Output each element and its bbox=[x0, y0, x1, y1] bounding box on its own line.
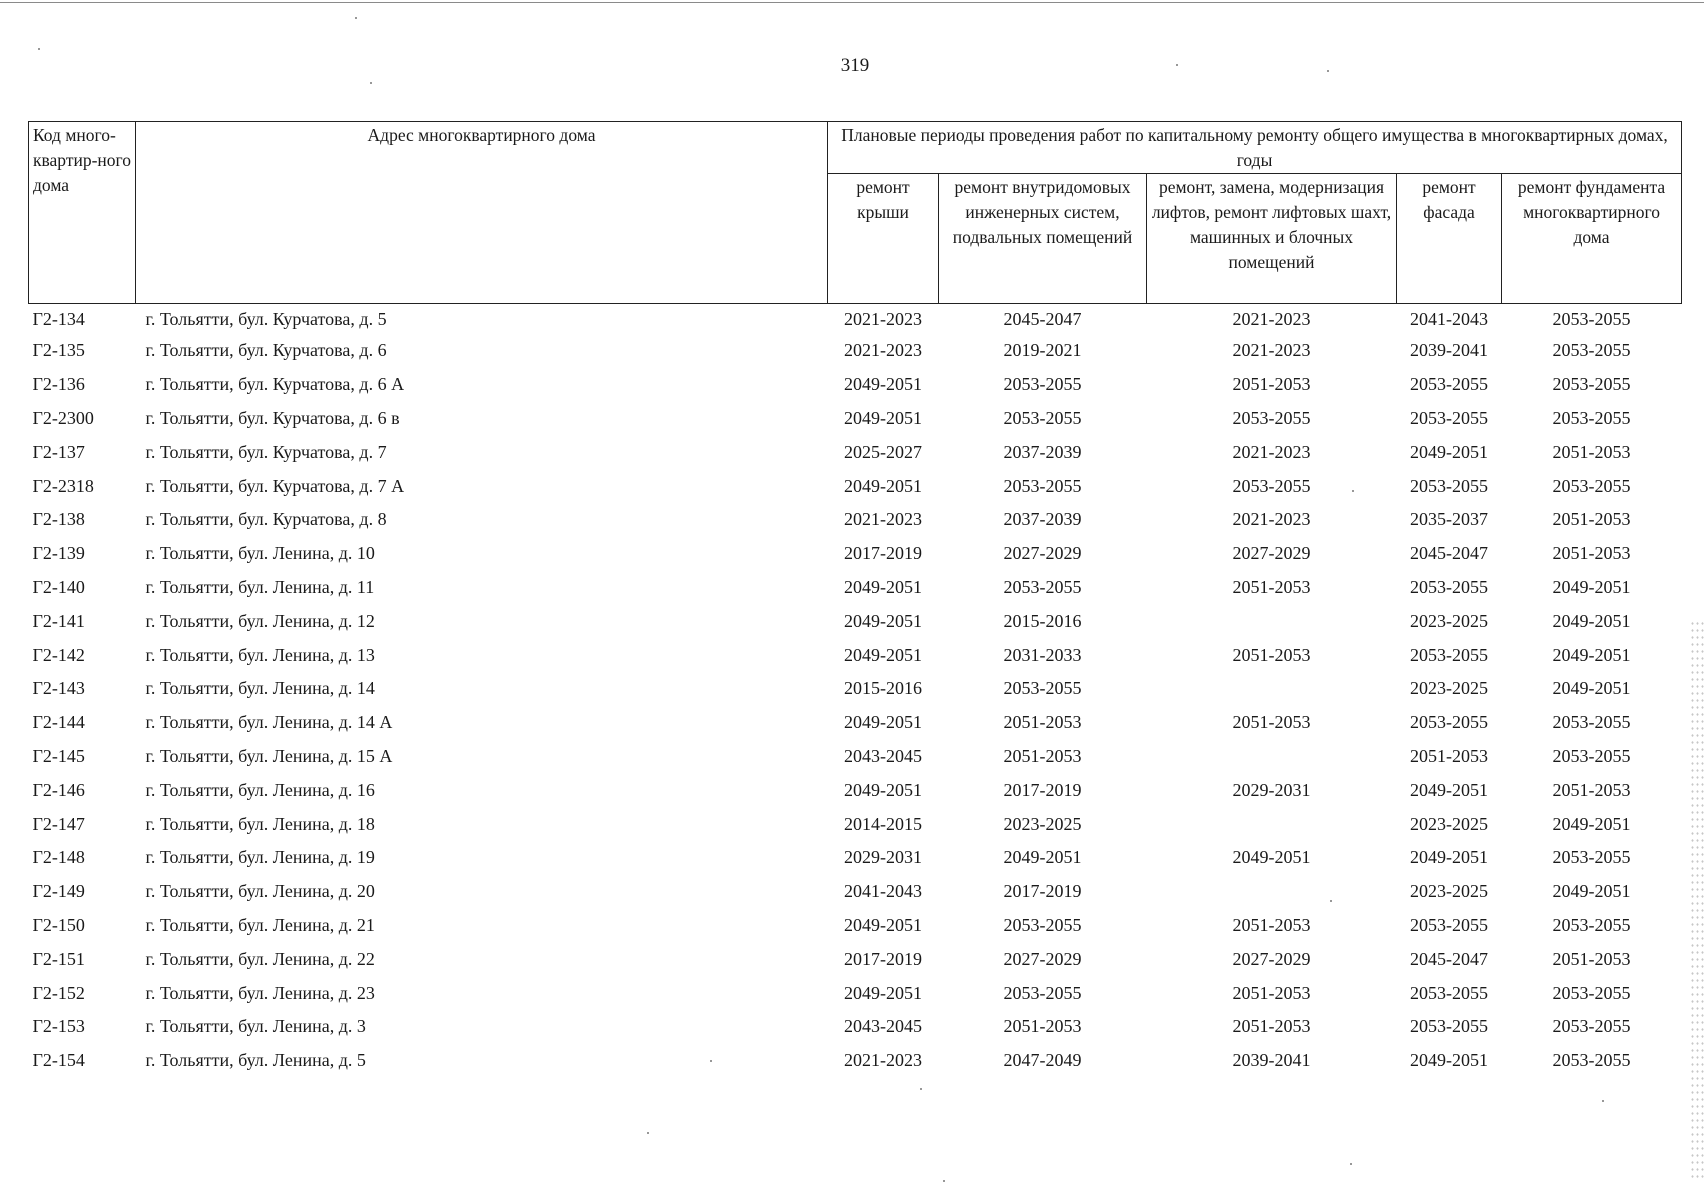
cell-address: г. Тольятти, бул. Ленина, д. 12 bbox=[145, 610, 375, 631]
cell-facade: 2053-2055 bbox=[1410, 407, 1488, 428]
cell-code: Г2-135 bbox=[32, 340, 85, 361]
cell-code: Г2-149 bbox=[32, 881, 85, 902]
cell-facade: 2053-2055 bbox=[1410, 914, 1488, 935]
scan-speck bbox=[1352, 490, 1354, 492]
cell-facade: 2049-2051 bbox=[1410, 847, 1488, 868]
cell-code: Г2-2300 bbox=[32, 407, 94, 428]
cell-foundation: 2051-2053 bbox=[1552, 948, 1631, 969]
table-body bbox=[29, 304, 1682, 1078]
cell-roof: 2049-2051 bbox=[844, 712, 922, 733]
cell-engineering: 2049-2051 bbox=[1003, 847, 1082, 868]
cell-elevators: 2053-2055 bbox=[1232, 407, 1311, 428]
cell-engineering: 2053-2055 bbox=[1003, 374, 1082, 395]
scan-speck bbox=[370, 82, 372, 84]
cell-engineering: 2051-2053 bbox=[1003, 712, 1082, 733]
table-header bbox=[29, 122, 1682, 304]
header-engineering: ремонт внутридомовых инженерных систем, подвальных помещений bbox=[939, 174, 1147, 304]
table-row bbox=[29, 304, 1682, 335]
cell-facade: 2053-2055 bbox=[1410, 374, 1488, 395]
table-row bbox=[29, 841, 1682, 875]
cell-facade: 2039-2041 bbox=[1410, 340, 1488, 361]
table-row bbox=[29, 1010, 1682, 1044]
cell-code: Г2-143 bbox=[32, 678, 85, 699]
table-row bbox=[29, 402, 1682, 436]
cell-roof: 2017-2019 bbox=[844, 543, 922, 564]
cell-address: г. Тольятти, бул. Курчатова, д. 6 bbox=[145, 340, 387, 361]
table-row bbox=[29, 571, 1682, 605]
cell-elevators: 2021-2023 bbox=[1232, 340, 1311, 361]
cell-address: г. Тольятти, бул. Ленина, д. 14 А bbox=[145, 712, 393, 733]
cell-facade: 2049-2051 bbox=[1410, 779, 1488, 800]
cell-engineering: 2047-2049 bbox=[1003, 1050, 1082, 1071]
cell-facade: 2035-2037 bbox=[1410, 509, 1488, 530]
cell-foundation: 2051-2053 bbox=[1552, 509, 1631, 530]
cell-code: Г2-141 bbox=[32, 610, 85, 631]
cell-foundation: 2053-2055 bbox=[1552, 340, 1631, 361]
cell-engineering: 2037-2039 bbox=[1003, 441, 1082, 462]
cell-code: Г2-138 bbox=[32, 509, 85, 530]
cell-foundation: 2051-2053 bbox=[1552, 543, 1631, 564]
cell-code: Г2-137 bbox=[32, 441, 85, 462]
cell-address: г. Тольятти, бул. Курчатова, д. 7 А bbox=[145, 475, 405, 496]
cell-engineering: 2053-2055 bbox=[1003, 982, 1082, 1003]
cell-elevators bbox=[1147, 672, 1397, 706]
cell-address: г. Тольятти, бул. Ленина, д. 16 bbox=[145, 779, 375, 800]
table-row bbox=[29, 807, 1682, 841]
cell-elevators: 2021-2023 bbox=[1232, 308, 1311, 329]
page-number: 319 bbox=[840, 55, 870, 76]
cell-engineering: 2037-2039 bbox=[1003, 509, 1082, 530]
table-row bbox=[29, 976, 1682, 1010]
cell-address: г. Тольятти, бул. Ленина, д. 3 bbox=[145, 1016, 366, 1037]
cell-facade: 2051-2053 bbox=[1410, 745, 1488, 766]
cell-facade: 2053-2055 bbox=[1410, 576, 1488, 597]
header-facade: ремонт фасада bbox=[1397, 174, 1502, 304]
scan-speck bbox=[38, 48, 40, 50]
cell-address: г. Тольятти, бул. Ленина, д. 5 bbox=[145, 1050, 366, 1071]
cell-address: г. Тольятти, бул. Курчатова, д. 6 А bbox=[145, 374, 405, 395]
cell-roof: 2041-2043 bbox=[844, 881, 922, 902]
cell-roof: 2043-2045 bbox=[844, 745, 922, 766]
cell-facade: 2053-2055 bbox=[1410, 475, 1488, 496]
cell-facade: 2045-2047 bbox=[1410, 948, 1488, 969]
cell-foundation: 2049-2051 bbox=[1552, 644, 1631, 665]
cell-code: Г2-147 bbox=[32, 813, 85, 834]
capital-repair-table bbox=[28, 121, 1682, 1078]
table-row bbox=[29, 706, 1682, 740]
cell-foundation: 2053-2055 bbox=[1552, 407, 1631, 428]
cell-code: Г2-150 bbox=[32, 914, 85, 935]
table-row bbox=[29, 875, 1682, 909]
cell-facade: 2045-2047 bbox=[1410, 543, 1488, 564]
table-row bbox=[29, 435, 1682, 469]
cell-facade: 2023-2025 bbox=[1410, 813, 1488, 834]
table-row bbox=[29, 672, 1682, 706]
scan-speck bbox=[710, 1060, 712, 1062]
table-row bbox=[29, 909, 1682, 943]
cell-address: г. Тольятти, бул. Ленина, д. 23 bbox=[145, 982, 375, 1003]
cell-engineering: 2015-2016 bbox=[1003, 610, 1082, 631]
cell-address: г. Тольятти, бул. Ленина, д. 20 bbox=[145, 881, 375, 902]
cell-foundation: 2053-2055 bbox=[1552, 1016, 1631, 1037]
cell-code: Г2-142 bbox=[32, 644, 85, 665]
table-row bbox=[29, 537, 1682, 571]
cell-elevators: 2051-2053 bbox=[1232, 374, 1311, 395]
header-row-main bbox=[29, 122, 1682, 174]
table-row bbox=[29, 942, 1682, 976]
cell-foundation: 2053-2055 bbox=[1552, 982, 1631, 1003]
cell-address: г. Тольятти, бул. Курчатова, д. 7 bbox=[145, 441, 387, 462]
scan-speck bbox=[943, 1180, 945, 1182]
cell-foundation: 2049-2051 bbox=[1552, 813, 1631, 834]
cell-foundation: 2053-2055 bbox=[1552, 308, 1631, 329]
cell-elevators: 2021-2023 bbox=[1232, 509, 1311, 530]
cell-address: г. Тольятти, бул. Ленина, д. 13 bbox=[145, 644, 375, 665]
cell-foundation: 2049-2051 bbox=[1552, 576, 1631, 597]
cell-foundation: 2053-2055 bbox=[1552, 712, 1631, 733]
cell-engineering: 2053-2055 bbox=[1003, 407, 1082, 428]
cell-elevators: 2051-2053 bbox=[1232, 914, 1311, 935]
cell-code: Г2-153 bbox=[32, 1016, 85, 1037]
cell-code: Г2-151 bbox=[32, 948, 85, 969]
cell-roof: 2049-2051 bbox=[844, 982, 922, 1003]
cell-foundation: 2053-2055 bbox=[1552, 914, 1631, 935]
cell-roof: 2021-2023 bbox=[844, 308, 922, 329]
cell-engineering: 2031-2033 bbox=[1003, 644, 1082, 665]
cell-elevators: 2053-2055 bbox=[1232, 475, 1311, 496]
scan-speck bbox=[1327, 70, 1329, 72]
cell-roof: 2017-2019 bbox=[844, 948, 922, 969]
cell-facade: 2049-2051 bbox=[1410, 441, 1488, 462]
cell-elevators bbox=[1147, 604, 1397, 638]
cell-engineering: 2023-2025 bbox=[1003, 813, 1082, 834]
scan-speck bbox=[1602, 1100, 1604, 1102]
cell-engineering: 2019-2021 bbox=[1003, 340, 1082, 361]
cell-facade: 2053-2055 bbox=[1410, 982, 1488, 1003]
cell-roof: 2049-2051 bbox=[844, 576, 922, 597]
cell-foundation: 2053-2055 bbox=[1552, 745, 1631, 766]
table-row bbox=[29, 469, 1682, 503]
cell-engineering: 2017-2019 bbox=[1003, 779, 1082, 800]
cell-code: Г2-145 bbox=[32, 745, 85, 766]
cell-elevators bbox=[1147, 807, 1397, 841]
cell-facade: 2023-2025 bbox=[1410, 610, 1488, 631]
cell-engineering: 2053-2055 bbox=[1003, 576, 1082, 597]
header-roof: ремонт крыши bbox=[828, 174, 939, 304]
cell-roof: 2049-2051 bbox=[844, 610, 922, 631]
table-row bbox=[29, 1044, 1682, 1078]
cell-elevators: 2051-2053 bbox=[1232, 644, 1311, 665]
cell-code: Г2-139 bbox=[32, 543, 85, 564]
cell-roof: 2049-2051 bbox=[844, 914, 922, 935]
cell-roof: 2049-2051 bbox=[844, 374, 922, 395]
cell-elevators: 2051-2053 bbox=[1232, 576, 1311, 597]
table-row bbox=[29, 334, 1682, 368]
cell-address: г. Тольятти, бул. Ленина, д. 11 bbox=[145, 576, 375, 597]
cell-elevators: 2027-2029 bbox=[1232, 543, 1311, 564]
cell-foundation: 2049-2051 bbox=[1552, 881, 1631, 902]
table-row bbox=[29, 503, 1682, 537]
cell-roof: 2049-2051 bbox=[844, 407, 922, 428]
cell-address: г. Тольятти, бул. Курчатова, д. 6 в bbox=[145, 407, 400, 428]
cell-code: Г2-136 bbox=[32, 374, 85, 395]
cell-elevators: 2051-2053 bbox=[1232, 982, 1311, 1003]
cell-foundation: 2051-2053 bbox=[1552, 441, 1631, 462]
cell-code: Г2-2318 bbox=[32, 475, 94, 496]
scan-speck bbox=[1176, 64, 1178, 66]
header-periods: Плановые периоды проведения работ по капитальному ремонту общего имущества в многоквартирных домах, годы bbox=[828, 122, 1682, 174]
cell-roof: 2021-2023 bbox=[844, 340, 922, 361]
cell-facade: 2023-2025 bbox=[1410, 678, 1488, 699]
cell-facade: 2023-2025 bbox=[1410, 881, 1488, 902]
cell-elevators: 2029-2031 bbox=[1232, 779, 1311, 800]
cell-foundation: 2049-2051 bbox=[1552, 678, 1631, 699]
cell-code: Г2-146 bbox=[32, 779, 85, 800]
cell-address: г. Тольятти, бул. Ленина, д. 19 bbox=[145, 847, 375, 868]
cell-facade: 2049-2051 bbox=[1410, 1050, 1488, 1071]
table-row bbox=[29, 740, 1682, 774]
cell-foundation: 2051-2053 bbox=[1552, 779, 1631, 800]
cell-engineering: 2027-2029 bbox=[1003, 948, 1082, 969]
cell-roof: 2015-2016 bbox=[844, 678, 922, 699]
cell-elevators: 2021-2023 bbox=[1232, 441, 1311, 462]
cell-code: Г2-140 bbox=[32, 576, 85, 597]
cell-elevators bbox=[1147, 740, 1397, 774]
scan-speck bbox=[355, 17, 357, 19]
cell-engineering: 2027-2029 bbox=[1003, 543, 1082, 564]
cell-elevators: 2051-2053 bbox=[1232, 1016, 1311, 1037]
cell-address: г. Тольятти, бул. Ленина, д. 18 bbox=[145, 813, 375, 834]
cell-engineering: 2051-2053 bbox=[1003, 745, 1082, 766]
scan-speck bbox=[1350, 1163, 1352, 1165]
cell-facade: 2041-2043 bbox=[1410, 308, 1488, 329]
header-foundation: ремонт фундамента многоквартирного дома bbox=[1502, 174, 1682, 304]
table-row bbox=[29, 638, 1682, 672]
cell-roof: 2049-2051 bbox=[844, 644, 922, 665]
cell-roof: 2043-2045 bbox=[844, 1016, 922, 1037]
cell-foundation: 2053-2055 bbox=[1552, 847, 1631, 868]
cell-address: г. Тольятти, бул. Ленина, д. 22 bbox=[145, 948, 375, 969]
cell-facade: 2053-2055 bbox=[1410, 644, 1488, 665]
cell-foundation: 2049-2051 bbox=[1552, 610, 1631, 631]
scan-speck bbox=[1330, 900, 1332, 902]
cell-engineering: 2051-2053 bbox=[1003, 1016, 1082, 1037]
cell-code: Г2-148 bbox=[32, 847, 85, 868]
header-elevators: ремонт, замена, модернизация лифтов, ремонт лифтовых шахт, машинных и блочных помещений bbox=[1147, 174, 1397, 304]
cell-elevators: 2049-2051 bbox=[1232, 847, 1311, 868]
cell-code: Г2-152 bbox=[32, 982, 85, 1003]
scan-top-edge bbox=[0, 2, 1704, 3]
cell-address: г. Тольятти, бул. Ленина, д. 14 bbox=[145, 678, 375, 699]
scan-speck bbox=[920, 1088, 922, 1090]
cell-facade: 2053-2055 bbox=[1410, 712, 1488, 733]
cell-address: г. Тольятти, бул. Ленина, д. 21 bbox=[145, 914, 375, 935]
cell-roof: 2049-2051 bbox=[844, 779, 922, 800]
cell-elevators: 2027-2029 bbox=[1232, 948, 1311, 969]
scan-edge-noise bbox=[1690, 620, 1704, 1180]
cell-roof: 2029-2031 bbox=[844, 847, 922, 868]
cell-foundation: 2053-2055 bbox=[1552, 374, 1631, 395]
cell-engineering: 2053-2055 bbox=[1003, 678, 1082, 699]
cell-address: г. Тольятти, бул. Ленина, д. 10 bbox=[145, 543, 375, 564]
table-row bbox=[29, 773, 1682, 807]
cell-foundation: 2053-2055 bbox=[1552, 475, 1631, 496]
cell-engineering: 2017-2019 bbox=[1003, 881, 1082, 902]
cell-facade: 2053-2055 bbox=[1410, 1016, 1488, 1037]
cell-code: Г2-154 bbox=[32, 1050, 85, 1071]
cell-address: г. Тольятти, бул. Курчатова, д. 5 bbox=[145, 308, 387, 329]
cell-elevators: 2039-2041 bbox=[1232, 1050, 1311, 1071]
cell-roof: 2021-2023 bbox=[844, 1050, 922, 1071]
cell-roof: 2049-2051 bbox=[844, 475, 922, 496]
cell-roof: 2021-2023 bbox=[844, 509, 922, 530]
scan-speck bbox=[647, 1132, 649, 1134]
header-code: Код много-квартир-ного дома bbox=[29, 122, 136, 304]
table-row bbox=[29, 604, 1682, 638]
cell-roof: 2025-2027 bbox=[844, 441, 922, 462]
cell-engineering: 2045-2047 bbox=[1003, 308, 1082, 329]
cell-foundation: 2053-2055 bbox=[1552, 1050, 1631, 1071]
cell-elevators bbox=[1147, 875, 1397, 909]
table-row bbox=[29, 368, 1682, 402]
cell-code: Г2-134 bbox=[32, 308, 85, 329]
cell-elevators: 2051-2053 bbox=[1232, 712, 1311, 733]
cell-code: Г2-144 bbox=[32, 712, 85, 733]
cell-engineering: 2053-2055 bbox=[1003, 914, 1082, 935]
cell-address: г. Тольятти, бул. Курчатова, д. 8 bbox=[145, 509, 387, 530]
header-address: Адрес многоквартирного дома bbox=[136, 122, 828, 304]
cell-roof: 2014-2015 bbox=[844, 813, 922, 834]
cell-address: г. Тольятти, бул. Ленина, д. 15 А bbox=[145, 745, 393, 766]
cell-engineering: 2053-2055 bbox=[1003, 475, 1082, 496]
